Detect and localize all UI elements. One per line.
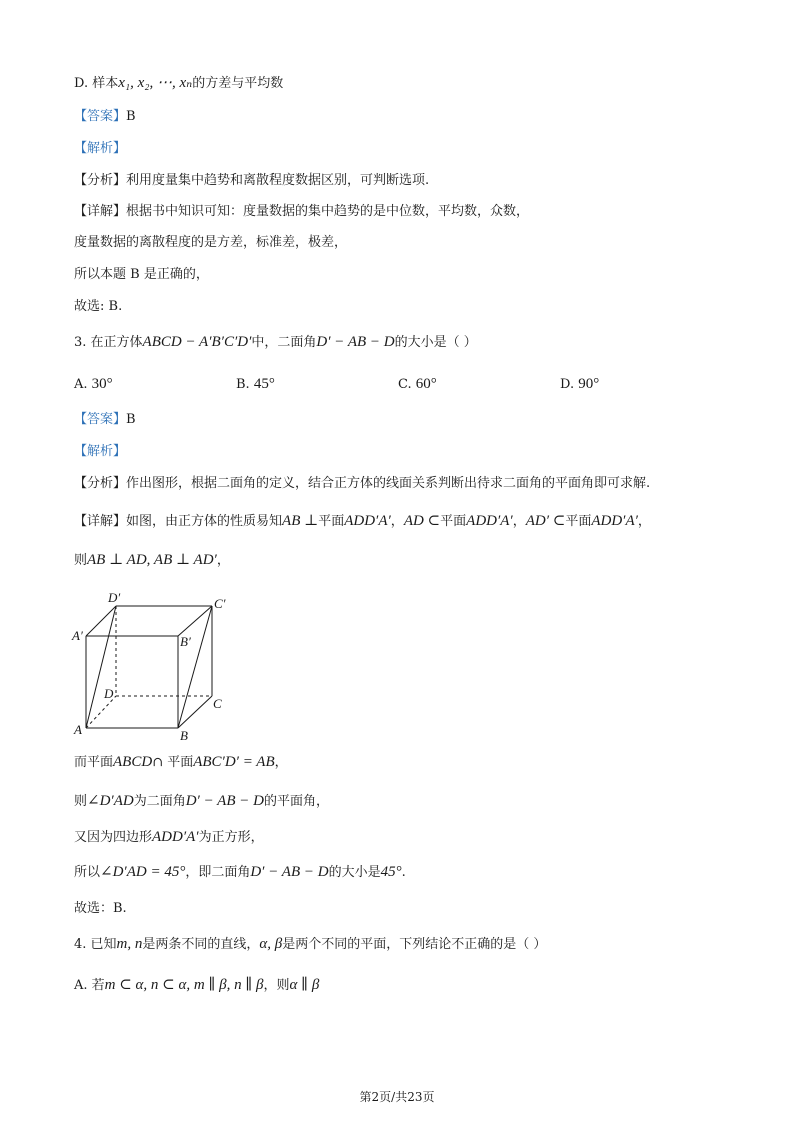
label-A-prime: A′	[72, 628, 83, 643]
page-footer: 第2页/共23页	[359, 1090, 435, 1104]
q3-then: 则AB ⊥ AD, AB ⊥ AD′，	[74, 552, 230, 568]
label-D-prime: D′	[108, 590, 121, 605]
q3-step1: 而平面ABCD∩ 平面ABC′D′ = AB，	[74, 754, 288, 770]
q3-option-a: A. 30°	[74, 376, 113, 392]
cube-figure	[70, 588, 240, 744]
label-C: C	[213, 696, 222, 711]
q3-step2: 则∠D′AD为二面角D′ − AB − D的平面角，	[74, 793, 329, 809]
q2-detail-line1: 【详解】根据书中知识可知：度量数据的集中趋势的是中位数，平均数，众数，	[74, 204, 530, 219]
q2-option-d-math: x₁, x₂, ⋯, xₙ	[118, 75, 193, 91]
q3-step3: 又因为四边形ADD′A′为正方形，	[74, 829, 264, 845]
q3-conclusion: 故选：B.	[74, 901, 127, 916]
q4-stem: 4. 已知m, n是两条不同的直线，α, β是两个不同的平面，下列结论不正确的是（ ）	[74, 936, 547, 952]
q2-fenxi: 【分析】利用度量集中趋势和离散程度数据区别，可判断选项.	[74, 173, 430, 188]
answer-value: B	[126, 109, 136, 124]
q2-detail-line2: 度量数据的离散程度的是方差，标准差，极差，	[74, 235, 348, 250]
answer-tag: 【答案】	[74, 412, 127, 427]
edge-B-prime-C-prime	[178, 606, 212, 636]
q3-fenxi: 【分析】作出图形，根据二面角的定义，结合正方体的线面关系判断出待求二面角的平面角即可求解.	[74, 476, 651, 491]
q3-stem: 3. 在正方体ABCD − A′B′C′D′中，二面角D′ − AB − D的大小是（ ）	[74, 334, 477, 350]
answer-tag: 【答案】	[74, 109, 127, 124]
diagonal-BC-prime	[178, 606, 212, 728]
q2-answer	[74, 107, 136, 127]
label-A: A	[74, 722, 82, 737]
answer-value: B	[126, 412, 136, 427]
q2-option-d: D. 样本x₁, x₂, ⋯, xₙ的方差与平均数	[74, 75, 284, 91]
q2-analysis-tag: 【解析】	[74, 141, 127, 156]
q3-detail: 【详解】如图，由正方体的性质易知AB ⊥平面ADD′A′，AD ⊂平面ADD′A′，AD′ ⊂平面ADD′A′，	[74, 513, 651, 529]
label-C-prime: C′	[214, 596, 226, 611]
q3-step4: 所以∠D′AD = 45°，即二面角D′ − AB − D的大小是45°.	[74, 864, 406, 880]
q4-option-a: A. 若m ⊂ α, n ⊂ α, m ∥ β, n ∥ β，则α ∥ β	[74, 977, 320, 993]
q2-conclusion: 故选: B.	[74, 299, 123, 314]
diagonal-AD-prime	[86, 606, 116, 728]
edge-A-prime-D-prime	[86, 606, 116, 636]
q3-option-d: D. 90°	[560, 376, 600, 392]
q2-detail-line3: 所以本题 B 是正确的，	[74, 267, 209, 282]
q3-analysis-tag: 【解析】	[74, 444, 127, 459]
label-B-prime: B′	[180, 634, 191, 649]
edge-BC	[178, 696, 212, 728]
label-D: D	[104, 686, 114, 701]
q3-answer	[74, 410, 136, 430]
q3-option-b: B. 45°	[236, 376, 275, 392]
label-B: B	[180, 728, 188, 743]
q3-option-c: C. 60°	[398, 376, 437, 392]
